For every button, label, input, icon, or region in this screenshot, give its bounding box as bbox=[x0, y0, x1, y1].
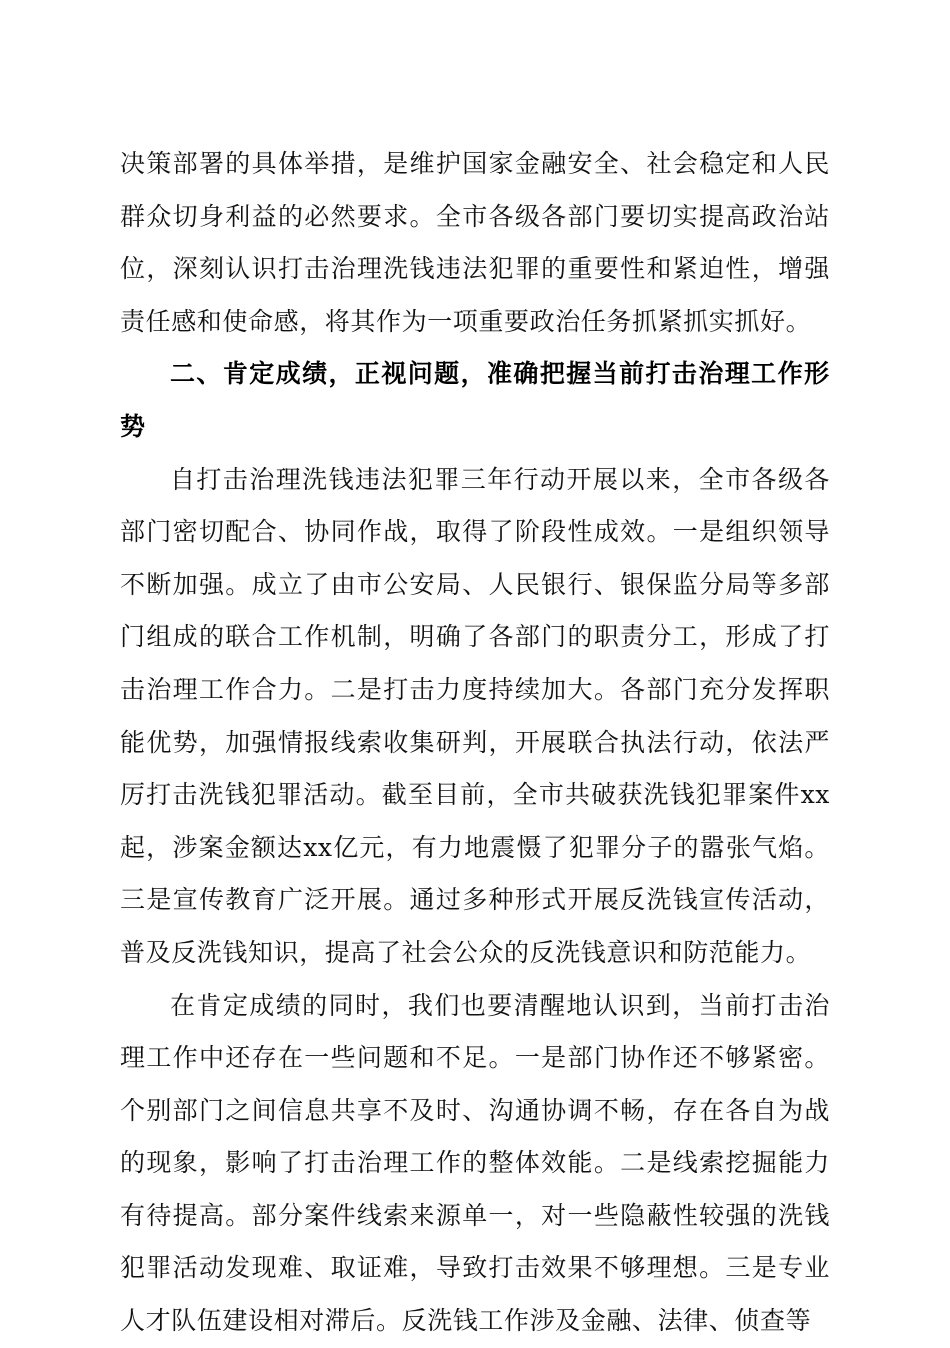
paragraph-problems: 在肯定成绩的同时，我们也要清醒地认识到，当前打击治理工作中还存在一些问题和不足。一是部门协作还不够紧密。个别部门之间信息共享不及时、沟通协调不畅，存在各自为战的现象，影响了打击治理工作的整体效能。二是线索挖掘能力有待提高。部分案件线索来源单一，对一些隐蔽性较强的洗钱犯罪活动发现难、取证难，导致打击效果不够理想。三是专业人才队伍建设相对滞后。反洗钱工作涉及金融、法律、侦查等 bbox=[120, 990, 830, 1336]
paragraph-achievements: 自打击治理洗钱违法犯罪三年行动开展以来，全市各级各部门密切配合、协同作战，取得了阶段性成效。一是组织领导不断加强。成立了由市公安局、人民银行、银保监分局等多部门组成的联合工作机制，明确了各部门的职责分工，形成了打击治理工作合力。二是打击力度持续加大。各部门充分发挥职能优势，加强情报线索收集研判，开展联合执法行动，依法严厉打击洗钱犯罪活动。截至目前，全市共破获洗钱犯罪案件xx起，涉案金额达xx亿元，有力地震慑了犯罪分子的嚣张气焰。三是宣传教育广泛开展。通过多种形式开展反洗钱宣传活动，普及反洗钱知识，提高了社会公众的反洗钱意识和防范能力。 bbox=[120, 464, 830, 967]
document-body bbox=[120, 138, 830, 1348]
section-heading: 二、肯定成绩，正视问题，准确把握当前打击治理工作形势 bbox=[120, 359, 830, 441]
paragraph-continued: 决策部署的具体举措，是维护国家金融安全、社会稳定和人民群众切身利益的必然要求。全市各级各部门要切实提高政治站位，深刻认识打击治理洗钱违法犯罪的重要性和紧迫性，增强责任感和使命感，将其作为一项重要政治任务抓紧抓实抓好。 bbox=[120, 149, 830, 336]
